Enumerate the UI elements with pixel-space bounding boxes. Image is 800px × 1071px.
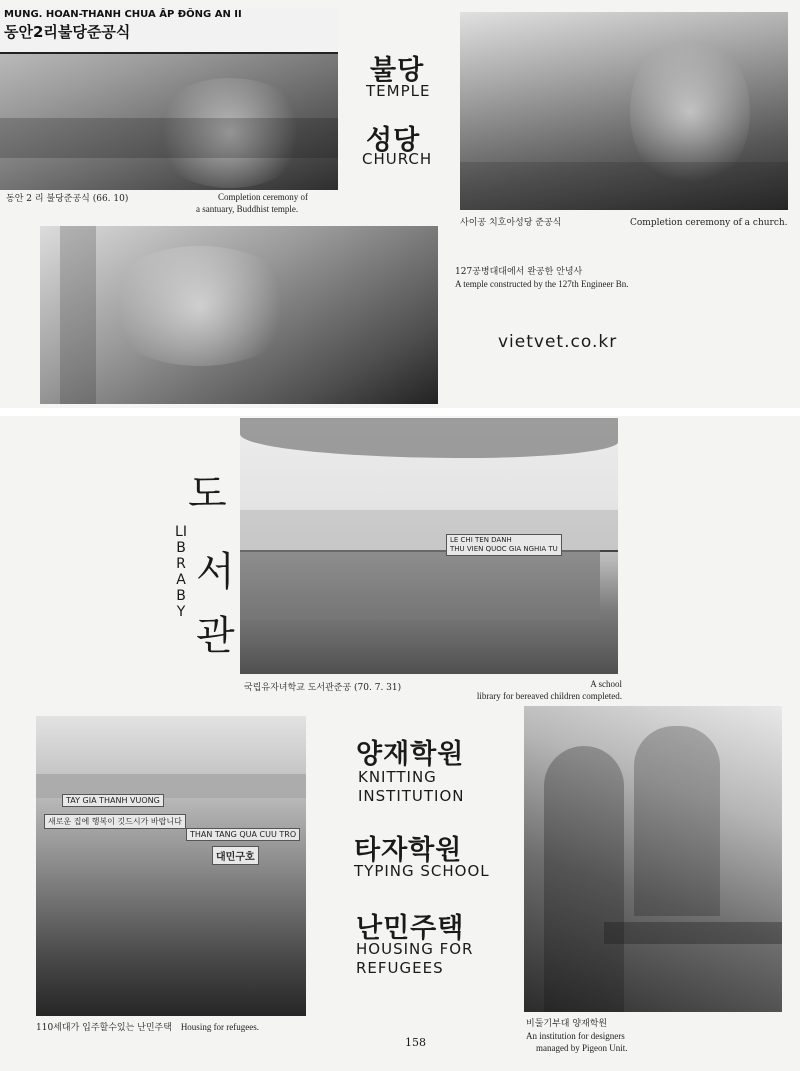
temple-heading-ko: 불당	[370, 55, 425, 86]
housing-sign-3: THAN TANG QUA CUU TRO	[186, 828, 300, 841]
temple-ceremony-photo	[0, 8, 338, 190]
church-heading-ko: 성당	[366, 125, 421, 156]
watermark-text: vietvet.co.kr	[498, 332, 618, 352]
designer-institution-caption-ko: 비둘기부대 양재학원	[526, 1019, 608, 1029]
housing-sign-2: 새로운 집에 행복이 깃드시가 바랍니다	[44, 814, 186, 829]
temple-banner-line1: MUNG. HOAN-THANH CHUA ẤP ĐÔNG AN II	[4, 9, 242, 20]
church-heading-en: CHURCH	[362, 150, 433, 168]
knitting-heading-en	[358, 768, 465, 806]
photo-shadow	[460, 162, 788, 210]
library-sign-line2: THU VIEN QUOC GIA NGHIA TU	[450, 545, 558, 553]
refugee-housing-caption-ko: 110세대가 입주할수있는 난민주택	[36, 1023, 172, 1033]
library-caption-en-2: library for bereaved children completed.	[476, 691, 622, 701]
knitting-heading-ko: 양재학원	[356, 739, 465, 770]
library-heading-ko-1: 도	[188, 471, 227, 517]
knitting-heading-en-2: INSTITUTION	[358, 787, 465, 805]
housing-sign-4: 대민구호	[212, 846, 259, 865]
church-ceremony-photo	[460, 12, 788, 210]
sewing-table	[604, 922, 782, 944]
temple-banner	[0, 8, 338, 54]
photo-shadow	[0, 118, 338, 158]
engineer-temple-caption-en: A temple constructed by the 127th Engineer Bn.	[455, 279, 629, 289]
designer-institution-caption	[526, 1018, 628, 1054]
temple-ceremony-caption-ko: 동안 2 리 불당준공식 (66. 10)	[6, 194, 129, 204]
library-heading-en: LIBRABY	[175, 524, 187, 620]
library-building-sign	[446, 534, 562, 556]
library-photo	[240, 418, 618, 674]
church-caption-en: Completion ceremony of a church.	[630, 218, 788, 228]
housing-heading-en-1: HOUSING FOR	[356, 940, 474, 958]
temple-ceremony-caption-en-2: a santuary, Buddhist temple.	[196, 204, 299, 214]
housing-heading-en	[356, 940, 473, 978]
library-wall	[240, 550, 600, 620]
housing-heading-en-2: REFUGEES	[356, 959, 444, 977]
library-heading-ko-3: 관	[196, 613, 235, 659]
designer-institution-caption-en-1: An institution for designers	[526, 1031, 625, 1041]
photo-highlight	[100, 246, 300, 366]
temple-banner-line2: 동안2리불당준공식	[4, 23, 131, 41]
typing-heading-en: TYPING SCHOOL	[354, 862, 490, 880]
engineer-temple-caption-ko: 127공병대대에서 완공한 안녕사	[455, 267, 583, 277]
designer-institution-caption-en-2: managed by Pigeon Unit.	[536, 1043, 628, 1053]
library-caption-en	[470, 678, 622, 702]
library-caption-ko: 국립유자녀학교 도서관준공 (70. 7. 31)	[244, 683, 402, 693]
temple-ceremony-caption-en	[196, 191, 308, 215]
engineer-temple-caption	[455, 266, 628, 290]
refugee-housing-caption-en: Housing for refugees.	[180, 1022, 260, 1032]
temple-heading-en: TEMPLE	[366, 82, 431, 100]
housing-heading-ko: 난민주택	[356, 913, 465, 944]
soldier-silhouette-1	[544, 746, 624, 1012]
soldier-silhouette-2	[634, 726, 720, 916]
designer-institution-photo	[524, 706, 782, 1012]
library-caption-en-1: A school	[590, 679, 622, 689]
typing-heading-ko: 타자학원	[354, 835, 463, 866]
knitting-heading-en-1: KNITTING	[358, 768, 437, 786]
tree-branches	[240, 418, 618, 458]
page-number: 158	[405, 1036, 426, 1049]
refugee-housing-caption	[36, 1021, 259, 1034]
temple-ceremony-caption	[6, 193, 128, 205]
refugee-housing-photo	[36, 716, 306, 1016]
housing-sign-1: TAY GIA THANH VUONG	[62, 794, 164, 807]
library-sign-line1: LE CHI TEN DANH	[450, 536, 512, 544]
church-caption-ko: 사이공 치호아성당 준공식	[460, 218, 562, 228]
library-heading-ko-2: 서	[196, 549, 235, 595]
temple-ceremony-caption-en-1: Completion ceremony of	[218, 192, 308, 202]
photo-pillar	[60, 226, 96, 404]
engineer-temple-photo	[40, 226, 438, 404]
page-gap-top	[0, 408, 800, 416]
